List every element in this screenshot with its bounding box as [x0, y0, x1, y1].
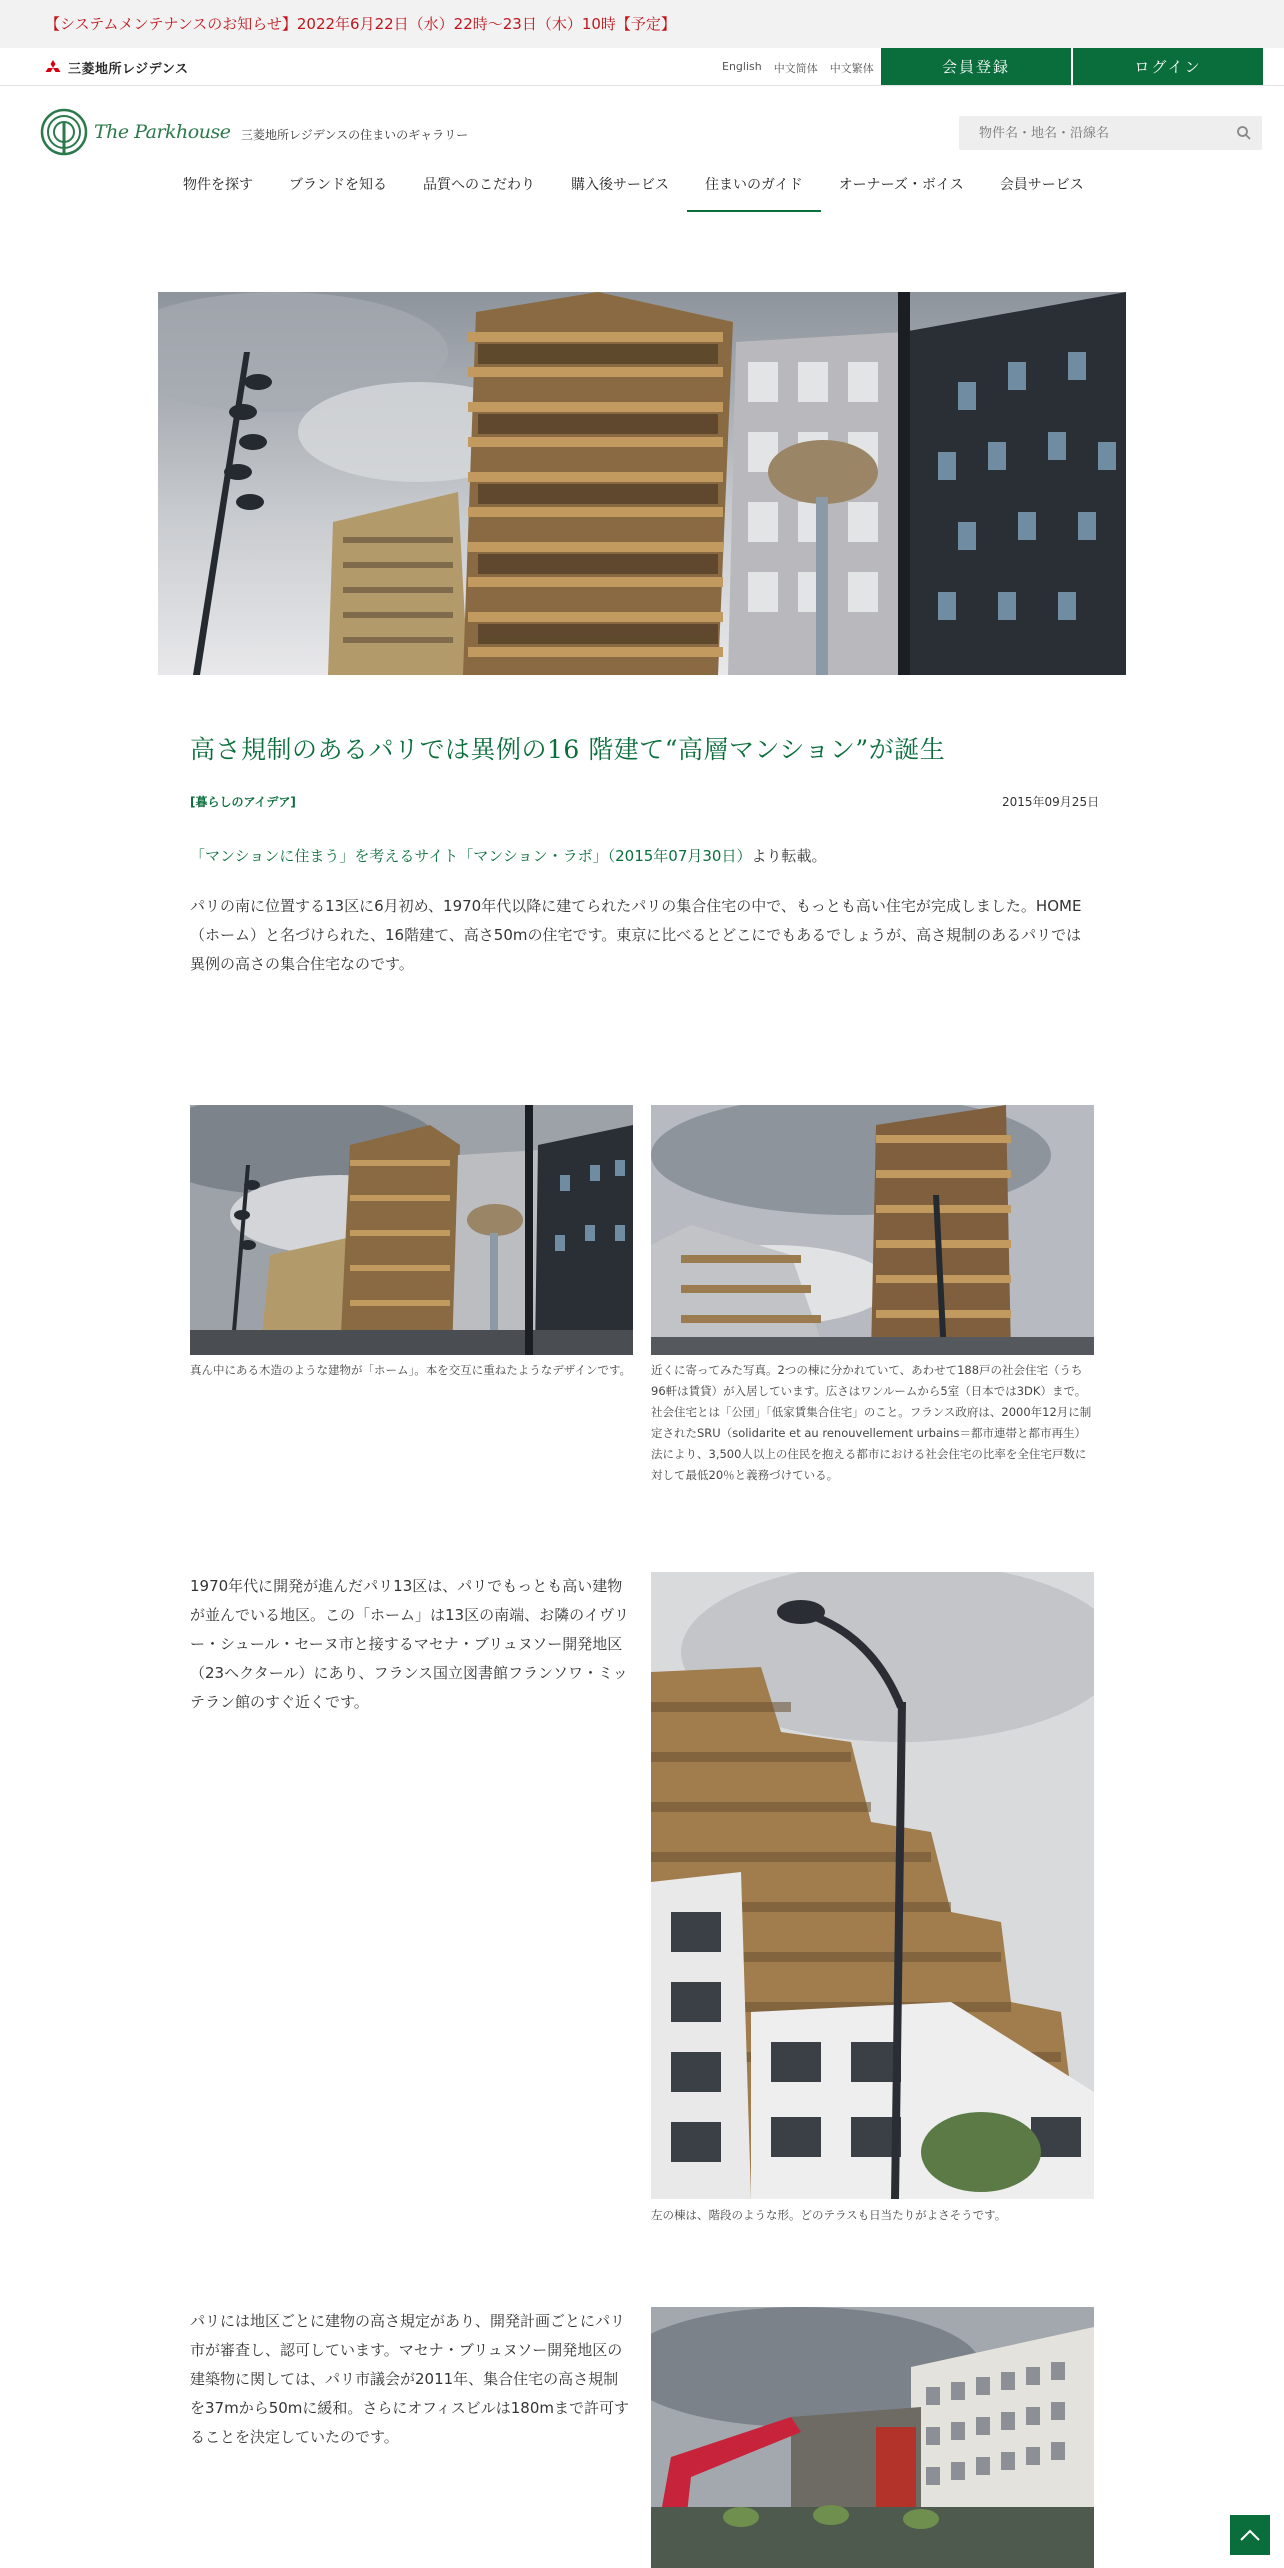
nav-brand[interactable]: ブランドを知る: [289, 177, 387, 193]
caption-photo-1: 真ん中にある木造のような建物が「ホーム」。本を交互に重ねたようなデザインです。: [190, 1363, 632, 1377]
brand-name: The Parkhouse: [94, 121, 231, 143]
register-button[interactable]: 会員登録: [881, 48, 1071, 85]
lang-traditional-chinese[interactable]: 中文繁体: [829, 62, 874, 75]
nav-find-property[interactable]: 物件を探す: [183, 177, 253, 193]
parkhouse-logo[interactable]: [40, 108, 230, 156]
source-line: [190, 845, 1094, 866]
global-nav: [165, 160, 1102, 212]
nav-owners-voice[interactable]: オーナーズ・ボイス: [838, 177, 964, 193]
photo-stepped-building: [651, 1572, 1094, 2199]
nav-quality[interactable]: 品質へのこだわり: [423, 177, 535, 193]
source-link[interactable]: 「マンションに住まう」を考えるサイト「マンション・ラボ」（2015年07月30日）: [190, 847, 752, 865]
nav-living-guide[interactable]: 住まいのガイド: [687, 160, 821, 212]
article-intro: パリの南に位置する13区に6月初め、1970年代以降に建てられたパリの集合住宅の中で、もっとも高い住宅が完成しました。HOME（ホーム）と名づけられた、16階建て、高さ50mの住宅です。東京に比べるとどこにでもあるでしょうが、高さ規制のあるパリでは異例の高さの集合住宅なのです。: [190, 897, 1082, 973]
caption-photo-2: 近くに寄ってみた写真。2つの棟に分かれていて、あわせて188戸の社会住宅（うち96軒は賃貸）が入居しています。広さはワンルームから5室（日本では3DK）まで。社会住宅とは「公団」「低家賃集合住宅」のこと。フランス政府は、2000年12月に制定されたSRU（solidarite et au renouvellement urbains＝都市連帯と都市再生）法により、3,500人以上の住民を抱える都市における社会住宅の比率を全住宅戸数に対して最低20％と義務づけている。: [651, 1363, 1092, 1482]
parkhouse-emblem-icon: [40, 108, 88, 156]
three-diamonds-icon: [44, 60, 62, 76]
corporate-logo[interactable]: [44, 58, 189, 77]
login-button[interactable]: ログイン: [1073, 48, 1263, 85]
article-paragraph-3: パリには地区ごとに建物の高さ規定があり、開発計画ごとにパリ市が審査し、認可しています。マセナ・ブリュヌソー開発地区の建築物に関しては、パリ市議会が2011年、集合住宅の高さ規制を37mから50mに緩和。さらにオフィスビルは180mまで許可することを決定していたのです。: [190, 2312, 629, 2446]
chevron-up-icon: [1239, 2528, 1261, 2542]
photo-twin-towers: [651, 1105, 1094, 1355]
maintenance-notice[interactable]: 【システムメンテナンスのお知らせ】2022年6月22日（水）22時～23日（木）10時【予定】: [0, 0, 1284, 48]
lang-english[interactable]: English: [722, 60, 762, 73]
lang-simplified-chinese[interactable]: 中文简体: [773, 62, 818, 75]
corporate-name: 三菱地所レジデンス: [68, 62, 189, 77]
article-paragraph-2: 1970年代に開発が進んだパリ13区は、パリでもっとも高い建物が並んでいる地区。この「ホーム」は13区の南端、お隣のイヴリー・シュール・セーヌ市と接するマセナ・ブリュヌソー開発地区（23ヘクタール）にあり、フランス国立図書館フランソワ・ミッテラン館のすぐ近くです。: [190, 1577, 630, 1711]
language-switcher: [722, 60, 874, 76]
brand-tagline: 三菱地所レジデンスの住まいのギャラリー: [241, 128, 469, 142]
page-top-button[interactable]: [1230, 2515, 1270, 2555]
photo-development-area: [651, 2307, 1094, 2568]
search-icon[interactable]: [1236, 125, 1252, 141]
caption-photo-3: 左の棟は、階段のような形。どのテラスも日当たりがよさそうです。: [651, 2208, 1007, 2222]
article-date: 2015年09月25日: [1002, 795, 1100, 809]
top-bar: [0, 48, 1284, 86]
article-title: 高さ規制のあるパリでは異例の16 階建て“高層マンション”が誕生: [190, 735, 946, 764]
nav-after-service[interactable]: 購入後サービス: [571, 177, 669, 193]
hero-image: [158, 292, 1126, 675]
source-suffix: より転載。: [751, 847, 827, 865]
nav-member-service[interactable]: 会員サービス: [999, 177, 1084, 193]
photo-home-building: [190, 1105, 633, 1355]
search-input[interactable]: [959, 116, 1219, 150]
search-box: [959, 116, 1262, 150]
article-category[interactable]: [暮らしのアイデア]: [190, 795, 296, 809]
